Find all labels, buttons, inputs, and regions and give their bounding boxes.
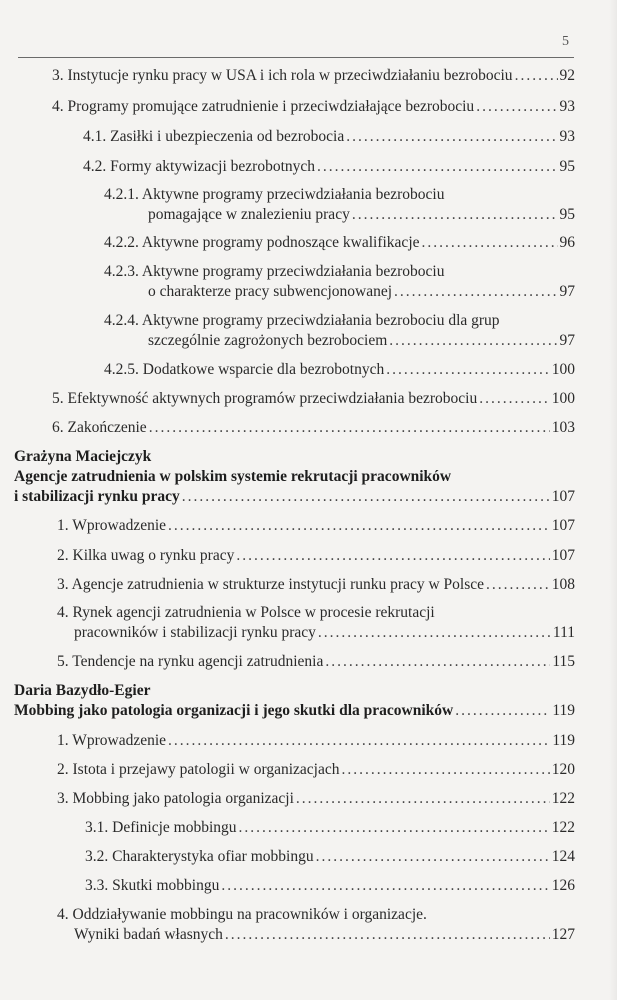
toc-entry[interactable]: pomagające w znalezieniu pracy ..... 95 <box>148 205 575 225</box>
toc-entry[interactable]: 4. Programy promujące zatrudnienie i przeciwdziałające bezrobociu ..... 93 <box>52 97 575 117</box>
chapter-title-line1: Agencje zatrudnienia w polskim systemie rekrutacji pracowników <box>14 468 452 485</box>
toc-entry-line1: 4.2.1. Aktywne programy przeciwdziałania bezrobociu <box>104 186 445 203</box>
toc-entry[interactable]: Wyniki badań własnych ..... 127 <box>74 925 575 945</box>
chapter-title[interactable]: Mobbing jako patologia organizacji i jego skutki dla pracowników ..... 119 <box>14 701 575 721</box>
toc-entry[interactable]: pracowników i stabilizacji rynku pracy ..... 111 <box>74 623 575 643</box>
toc-entry[interactable]: o charakterze pracy subwencjonowanej ..... 97 <box>148 282 575 302</box>
page-edge-shadow <box>609 0 617 1000</box>
toc-entry[interactable]: 4.1. Zasiłki i ubezpieczenia od bezrobocia ..... 93 <box>83 127 575 147</box>
toc-entry-line1: 4.2.4. Aktywne programy przeciwdziałania bezrobociu dla grup <box>104 312 500 329</box>
toc-entry[interactable]: 1. Wprowadzenie ..... 119 <box>57 731 575 751</box>
toc-entry[interactable]: 3. Instytucje rynku pracy w USA i ich rola w przeciwdziałaniu bezrobociu ..... 92 <box>52 66 575 86</box>
toc-entry[interactable]: 3.3. Skutki mobbingu ..... 126 <box>85 876 575 896</box>
header-rule <box>18 57 574 58</box>
toc-entry[interactable]: 3. Mobbing jako patologia organizacji ..... 122 <box>57 789 575 809</box>
chapter-author: Daria Bazydło-Egier <box>14 682 151 699</box>
toc-entry[interactable]: 6. Zakończenie ..... 103 <box>52 418 575 438</box>
chapter-title[interactable]: i stabilizacji rynku pracy ..... 107 <box>14 487 575 507</box>
toc-entry[interactable]: 3.1. Definicje mobbingu ..... 122 <box>85 818 575 838</box>
toc-entry[interactable]: 2. Istota i przejawy patologii w organizacjach ..... 120 <box>57 760 575 780</box>
toc-entry[interactable]: 1. Wprowadzenie ..... 107 <box>57 516 575 536</box>
toc-entry[interactable]: 5. Tendencje na rynku agencji zatrudnienia ..... 115 <box>57 652 575 672</box>
toc-entry[interactable]: 4.2.2. Aktywne programy podnoszące kwalifikacje ..... 96 <box>104 233 575 253</box>
toc-entry[interactable]: 5. Efektywność aktywnych programów przeciwdziałania bezrobociu ..... 100 <box>52 389 575 409</box>
toc-entry[interactable]: 3. Agencje zatrudnienia w strukturze instytucji runku pracy w Polsce ..... 108 <box>57 575 575 595</box>
toc-entry-line1: 4.2.3. Aktywne programy przeciwdziałania bezrobociu <box>104 263 445 280</box>
toc-entry-line1: 4. Oddziaływanie mobbingu na pracowników i organizacje. <box>57 906 427 923</box>
toc-entry[interactable]: 3.2. Charakterystyka ofiar mobbingu ..... 124 <box>85 847 575 867</box>
toc-entry[interactable]: szczególnie zagrożonych bezrobociem ..... 97 <box>148 331 575 351</box>
toc-entry[interactable]: 4.2. Formy aktywizacji bezrobotnych ..... 95 <box>83 157 575 177</box>
toc-entry-line1: 4. Rynek agencji zatrudnienia w Polsce w procesie rekrutacji <box>57 604 435 621</box>
toc-entry[interactable]: 4.2.5. Dodatkowe wsparcie dla bezrobotnych ..... 100 <box>104 360 575 380</box>
toc-entry[interactable]: 2. Kilka uwag o rynku pracy ..... 107 <box>57 546 575 566</box>
chapter-author: Grażyna Maciejczyk <box>14 448 152 465</box>
page-number: 5 <box>562 34 569 49</box>
